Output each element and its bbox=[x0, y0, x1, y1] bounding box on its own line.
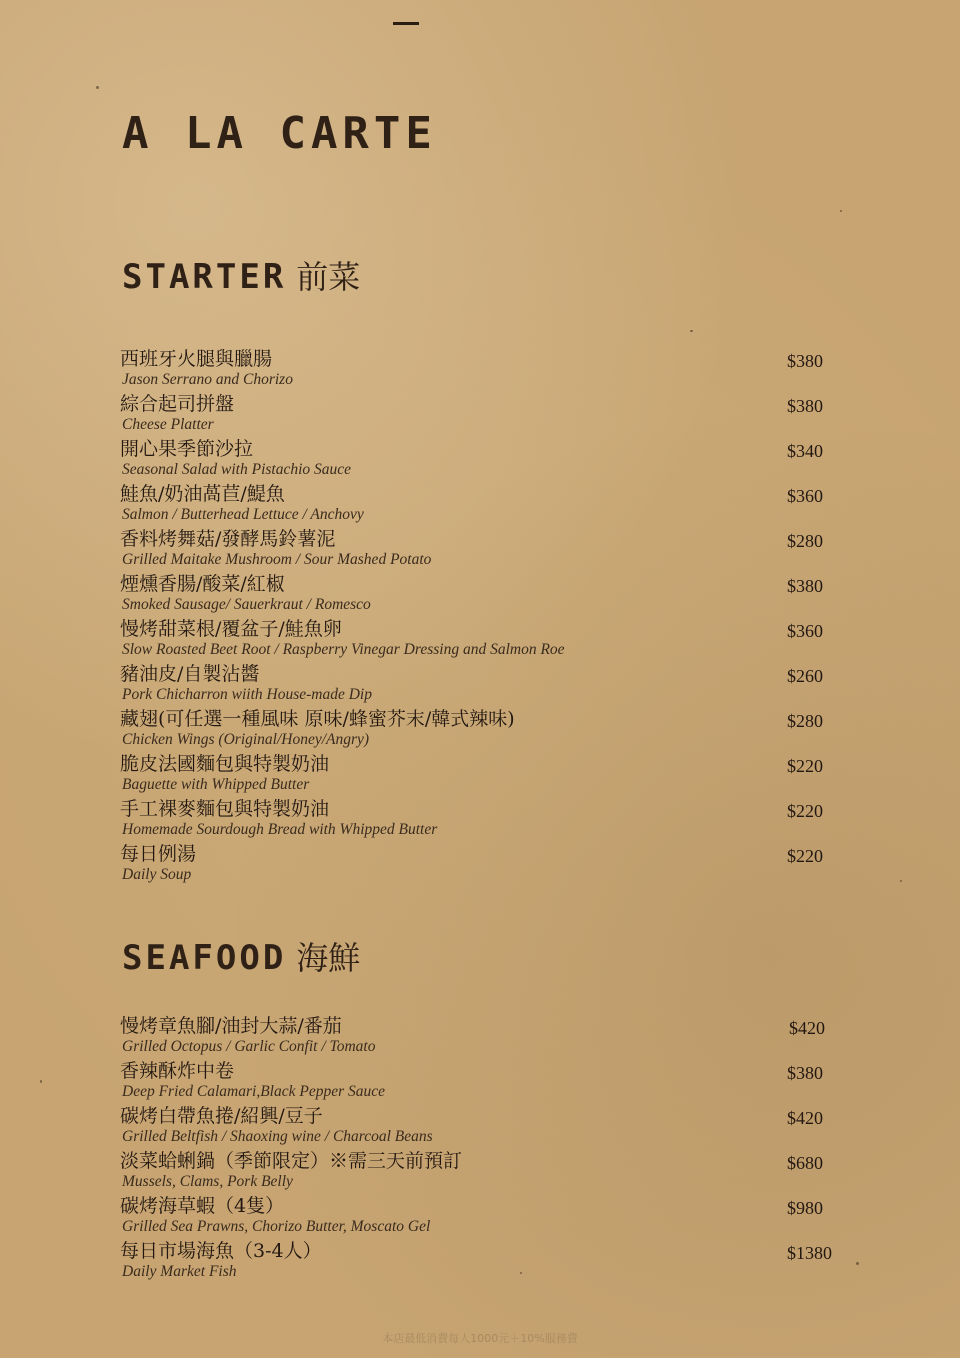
menu-item bbox=[120, 752, 880, 797]
item-name-en: Grilled Octopus / Garlic Confit / Tomato bbox=[122, 1038, 376, 1055]
item-name-zh: 每日市場海魚（3-4人） bbox=[120, 1240, 322, 1262]
menu-item bbox=[120, 437, 880, 482]
item-price: $980 bbox=[787, 1198, 823, 1218]
section-title-starter bbox=[122, 252, 360, 298]
section-title-en: SEAFOOD bbox=[122, 938, 287, 978]
item-price: $280 bbox=[787, 531, 823, 551]
item-name-en: Mussels, Clams, Pork Belly bbox=[122, 1173, 293, 1190]
item-price: $420 bbox=[789, 1018, 825, 1038]
item-price: $360 bbox=[787, 486, 823, 506]
paper-speck bbox=[900, 880, 902, 882]
item-price: $1380 bbox=[787, 1243, 832, 1263]
section-title-zh: 海鮮 bbox=[296, 939, 361, 977]
menu-item bbox=[120, 662, 880, 707]
menu-item bbox=[120, 527, 880, 572]
section-title-seafood bbox=[122, 933, 360, 979]
item-price: $380 bbox=[787, 576, 823, 596]
menu-item bbox=[120, 1194, 880, 1239]
item-name-zh: 西班牙火腿與臘腸 bbox=[120, 348, 273, 370]
item-name-zh: 藏翅(可任選一種風味 原味/蜂蜜芥末/韓式辣味) bbox=[120, 708, 515, 730]
menu-item bbox=[120, 797, 880, 842]
item-price: $380 bbox=[787, 396, 823, 416]
item-price: $680 bbox=[787, 1153, 823, 1173]
item-name-zh: 香料烤舞菇/發酵馬鈴薯泥 bbox=[120, 528, 336, 550]
item-name-zh: 慢烤章魚腳/油封大蒜/番茄 bbox=[120, 1015, 342, 1037]
item-name-en: Slow Roasted Beet Root / Raspberry Vinegar Dressing and Salmon Roe bbox=[122, 641, 565, 658]
menu-item bbox=[120, 572, 880, 617]
item-price: $220 bbox=[787, 801, 823, 821]
menu-item bbox=[120, 347, 880, 392]
paper-speck bbox=[690, 330, 693, 332]
item-price: $220 bbox=[787, 846, 823, 866]
item-name-en: Pork Chicharron wiith House-made Dip bbox=[122, 686, 372, 703]
paper-speck bbox=[40, 1080, 42, 1083]
item-name-en: Grilled Sea Prawns, Chorizo Butter, Moscato Gel bbox=[122, 1218, 431, 1235]
item-name-zh: 開心果季節沙拉 bbox=[120, 438, 254, 460]
paper-speck bbox=[840, 210, 842, 212]
item-name-en: Baguette with Whipped Butter bbox=[122, 776, 310, 793]
menu-item bbox=[120, 1059, 880, 1104]
item-name-en: Salmon / Butterhead Lettuce / Anchovy bbox=[122, 506, 364, 523]
menu-item bbox=[120, 1104, 880, 1149]
item-price: $380 bbox=[787, 351, 823, 371]
item-name-zh: 煙燻香腸/酸菜/紅椒 bbox=[120, 573, 285, 595]
item-price: $420 bbox=[787, 1108, 823, 1128]
seafood-menu-list bbox=[120, 1014, 880, 1284]
item-name-en: Chicken Wings (Original/Honey/Angry) bbox=[122, 731, 370, 748]
item-price: $260 bbox=[787, 666, 823, 686]
section-title-zh: 前菜 bbox=[296, 258, 361, 296]
item-name-zh: 香辣酥炸中卷 bbox=[120, 1060, 235, 1082]
item-name-en: Jason Serrano and Chorizo bbox=[122, 371, 293, 388]
item-price: $280 bbox=[787, 711, 823, 731]
menu-item bbox=[120, 1239, 880, 1284]
item-name-zh: 碳烤白帶魚捲/紹興/豆子 bbox=[120, 1105, 323, 1127]
item-name-en: Grilled Beltfish / Shaoxing wine / Charcoal Beans bbox=[122, 1128, 433, 1145]
item-price: $380 bbox=[787, 1063, 823, 1083]
item-name-en: Homemade Sourdough Bread with Whipped Butter bbox=[122, 821, 438, 838]
menu-item bbox=[120, 482, 880, 527]
item-name-en: Daily Market Fish bbox=[122, 1263, 237, 1280]
page-title: A LA CARTE bbox=[122, 108, 437, 159]
section-title-en: STARTER bbox=[122, 257, 287, 297]
footer-note: 本店最低消費每人1000元＋10%服務費 bbox=[382, 1332, 578, 1345]
item-price: $360 bbox=[787, 621, 823, 641]
item-price: $340 bbox=[787, 441, 823, 461]
menu-item bbox=[120, 617, 880, 662]
item-name-zh: 鮭魚/奶油萵苣/鯷魚 bbox=[120, 483, 285, 505]
item-name-zh: 脆皮法國麵包與特製奶油 bbox=[120, 753, 330, 775]
item-name-en: Cheese Platter bbox=[122, 416, 214, 433]
item-name-en: Daily Soup bbox=[122, 866, 192, 883]
menu-item bbox=[120, 1149, 880, 1194]
paper-speck bbox=[96, 86, 99, 89]
item-name-en: Grilled Maitake Mushroom / Sour Mashed Potato bbox=[122, 551, 432, 568]
item-name-zh: 碳烤海草蝦（4隻） bbox=[120, 1195, 285, 1217]
item-name-en: Seasonal Salad with Pistachio Sauce bbox=[122, 461, 352, 478]
menu-item bbox=[120, 1014, 880, 1059]
item-name-zh: 手工裸麥麵包與特製奶油 bbox=[120, 798, 330, 820]
item-name-en: Deep Fried Calamari,Black Pepper Sauce bbox=[122, 1083, 385, 1100]
menu-item bbox=[120, 707, 880, 752]
menu-item bbox=[120, 392, 880, 437]
menu-item bbox=[120, 842, 880, 887]
item-name-en: Smoked Sausage/ Sauerkraut / Romesco bbox=[122, 596, 371, 613]
starter-menu-list bbox=[120, 347, 880, 887]
item-name-zh: 每日例湯 bbox=[120, 843, 197, 865]
item-name-zh: 慢烤甜菜根/覆盆子/鮭魚卵 bbox=[120, 618, 342, 640]
item-name-zh: 豬油皮/自製沾醬 bbox=[120, 663, 260, 685]
item-name-zh: 綜合起司拼盤 bbox=[120, 393, 235, 415]
item-name-zh: 淡菜蛤蜊鍋（季節限定）※需三天前預訂 bbox=[120, 1150, 463, 1172]
item-price: $220 bbox=[787, 756, 823, 776]
top-dash-mark bbox=[393, 22, 419, 25]
